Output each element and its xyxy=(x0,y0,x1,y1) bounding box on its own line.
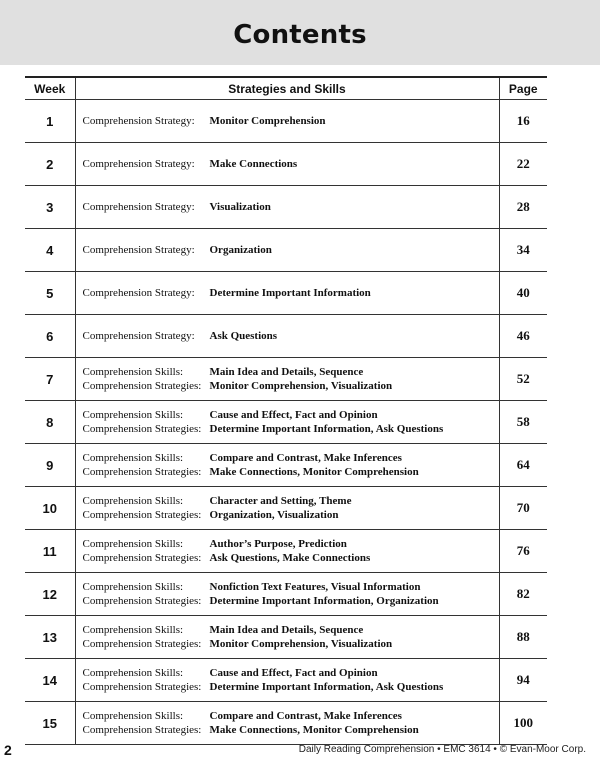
strategy-label: Comprehension Strategies: xyxy=(82,595,202,607)
table-row xyxy=(25,530,547,573)
strategy-value: Organization xyxy=(209,244,272,256)
week-number: 5 xyxy=(25,272,75,315)
strategy-line xyxy=(83,594,499,608)
table-row xyxy=(25,573,547,616)
strategy-label: Comprehension Strategies: xyxy=(82,552,202,564)
table-row xyxy=(25,229,547,272)
strategy-line xyxy=(83,666,499,680)
strategy-label: Comprehension Skills: xyxy=(82,366,184,378)
strategy-line xyxy=(83,157,499,171)
strategies-cell xyxy=(75,401,499,444)
table-row xyxy=(25,315,547,358)
page-number-cell: 22 xyxy=(499,143,547,186)
week-number: 2 xyxy=(25,143,75,186)
page-number-cell: 94 xyxy=(499,659,547,702)
week-number: 8 xyxy=(25,401,75,444)
table-header-row xyxy=(25,77,547,100)
page-number-cell: 28 xyxy=(499,186,547,229)
strategies-cell xyxy=(75,444,499,487)
strategy-line xyxy=(83,551,499,565)
table-row xyxy=(25,272,547,315)
week-number: 6 xyxy=(25,315,75,358)
strategy-value: Determine Important Information, Ask Questions xyxy=(209,681,444,693)
strategy-line xyxy=(83,379,499,393)
page-number-cell: 100 xyxy=(499,702,547,745)
strategies-cell xyxy=(75,315,499,358)
week-number: 9 xyxy=(25,444,75,487)
strategy-line xyxy=(83,422,499,436)
table-row xyxy=(25,487,547,530)
page-number-cell: 52 xyxy=(499,358,547,401)
strategies-cell xyxy=(75,143,499,186)
page-number-cell: 58 xyxy=(499,401,547,444)
table-row xyxy=(25,616,547,659)
week-number: 7 xyxy=(25,358,75,401)
strategy-value: Monitor Comprehension, Visualization xyxy=(209,638,393,650)
strategies-cell xyxy=(75,659,499,702)
strategy-line xyxy=(83,365,499,379)
week-number: 15 xyxy=(25,702,75,745)
week-number: 12 xyxy=(25,573,75,616)
strategies-cell xyxy=(75,229,499,272)
strategies-cell xyxy=(75,186,499,229)
strategy-value: Organization, Visualization xyxy=(209,509,339,521)
strategy-label: Comprehension Skills: xyxy=(82,667,184,679)
page-number-cell: 76 xyxy=(499,530,547,573)
page-number-cell: 40 xyxy=(499,272,547,315)
week-number: 4 xyxy=(25,229,75,272)
strategy-line xyxy=(83,508,499,522)
strategy-label: Comprehension Strategy: xyxy=(82,158,195,170)
strategies-cell xyxy=(75,100,499,143)
strategy-label: Comprehension Skills: xyxy=(82,624,184,636)
strategy-label: Comprehension Skills: xyxy=(82,710,184,722)
strategy-value: Ask Questions, Make Connections xyxy=(209,552,371,564)
strategy-label: Comprehension Strategies: xyxy=(82,638,202,650)
strategy-line xyxy=(83,623,499,637)
strategy-value: Main Idea and Details, Sequence xyxy=(209,624,364,636)
strategy-label: Comprehension Strategies: xyxy=(82,423,202,435)
strategy-label: Comprehension Skills: xyxy=(82,495,184,507)
strategy-line xyxy=(83,451,499,465)
strategy-label: Comprehension Strategy: xyxy=(82,115,195,127)
strategies-cell xyxy=(75,358,499,401)
table-row xyxy=(25,100,547,143)
strategy-label: Comprehension Skills: xyxy=(82,538,184,550)
strategy-label: Comprehension Strategy: xyxy=(82,244,195,256)
strategy-value: Nonfiction Text Features, Visual Information xyxy=(209,581,421,593)
strategy-line xyxy=(83,114,499,128)
strategy-line xyxy=(83,329,499,343)
strategy-line xyxy=(83,637,499,651)
page-title: Contents xyxy=(233,20,367,50)
page-footer xyxy=(0,742,600,762)
strategy-line xyxy=(83,537,499,551)
strategies-cell xyxy=(75,530,499,573)
strategy-value: Monitor Comprehension, Visualization xyxy=(209,380,393,392)
page-number-cell: 82 xyxy=(499,573,547,616)
strategy-label: Comprehension Skills: xyxy=(82,409,184,421)
strategy-label: Comprehension Strategies: xyxy=(82,509,202,521)
strategy-value: Make Connections, Monitor Comprehension xyxy=(209,466,419,478)
strategies-cell xyxy=(75,487,499,530)
strategy-line xyxy=(83,200,499,214)
strategy-label: Comprehension Strategies: xyxy=(82,380,202,392)
strategy-line xyxy=(83,680,499,694)
strategy-value: Cause and Effect, Fact and Opinion xyxy=(209,667,378,679)
strategy-value: Compare and Contrast, Make Inferences xyxy=(209,710,402,722)
strategy-value: Determine Important Information, Ask Questions xyxy=(209,423,444,435)
strategy-line xyxy=(83,580,499,594)
strategy-value: Author’s Purpose, Prediction xyxy=(209,538,347,550)
week-number: 3 xyxy=(25,186,75,229)
page-number-cell: 70 xyxy=(499,487,547,530)
strategy-value: Ask Questions xyxy=(209,330,278,342)
strategy-label: Comprehension Strategy: xyxy=(82,201,195,213)
strategy-value: Make Connections xyxy=(209,158,298,170)
week-number: 10 xyxy=(25,487,75,530)
week-number: 13 xyxy=(25,616,75,659)
strategy-value: Cause and Effect, Fact and Opinion xyxy=(209,409,378,421)
page-number-cell: 64 xyxy=(499,444,547,487)
strategy-label: Comprehension Skills: xyxy=(82,452,184,464)
title-banner xyxy=(0,0,600,65)
strategy-value: Main Idea and Details, Sequence xyxy=(209,366,364,378)
header-strategies: Strategies and Skills xyxy=(75,77,499,100)
strategy-value: Visualization xyxy=(209,201,271,213)
contents-table xyxy=(25,76,547,745)
strategy-line xyxy=(83,286,499,300)
week-number: 14 xyxy=(25,659,75,702)
strategy-label: Comprehension Strategies: xyxy=(82,466,202,478)
strategy-value: Determine Important Information xyxy=(209,287,371,299)
page-number-cell: 46 xyxy=(499,315,547,358)
strategy-line xyxy=(83,243,499,257)
strategy-label: Comprehension Strategy: xyxy=(82,287,195,299)
footer-credit: Daily Reading Comprehension • EMC 3614 • © Evan-Moor Corp. xyxy=(298,744,586,755)
strategies-cell xyxy=(75,573,499,616)
strategy-label: Comprehension Strategy: xyxy=(82,330,195,342)
strategy-value: Compare and Contrast, Make Inferences xyxy=(209,452,402,464)
strategy-value: Determine Important Information, Organization xyxy=(209,595,439,607)
page-number-cell: 34 xyxy=(499,229,547,272)
page-number-cell: 88 xyxy=(499,616,547,659)
strategy-line xyxy=(83,465,499,479)
page-number: 2 xyxy=(4,742,12,758)
table-body xyxy=(25,100,547,745)
week-number: 11 xyxy=(25,530,75,573)
strategy-line xyxy=(83,723,499,737)
strategies-cell xyxy=(75,702,499,745)
page-number-cell: 16 xyxy=(499,100,547,143)
header-page: Page xyxy=(499,77,547,100)
table-row xyxy=(25,186,547,229)
strategy-line xyxy=(83,408,499,422)
table-row xyxy=(25,401,547,444)
strategy-label: Comprehension Strategies: xyxy=(82,681,202,693)
strategy-label: Comprehension Strategies: xyxy=(82,724,202,736)
table-row xyxy=(25,143,547,186)
strategy-line xyxy=(83,709,499,723)
strategies-cell xyxy=(75,272,499,315)
header-week: Week xyxy=(25,77,75,100)
table-row xyxy=(25,659,547,702)
strategy-value: Monitor Comprehension xyxy=(209,115,326,127)
strategy-line xyxy=(83,494,499,508)
strategies-cell xyxy=(75,616,499,659)
strategy-label: Comprehension Skills: xyxy=(82,581,184,593)
strategy-value: Make Connections, Monitor Comprehension xyxy=(209,724,419,736)
table-row xyxy=(25,358,547,401)
strategy-value: Character and Setting, Theme xyxy=(209,495,352,507)
table-row xyxy=(25,444,547,487)
table-row xyxy=(25,702,547,745)
week-number: 1 xyxy=(25,100,75,143)
